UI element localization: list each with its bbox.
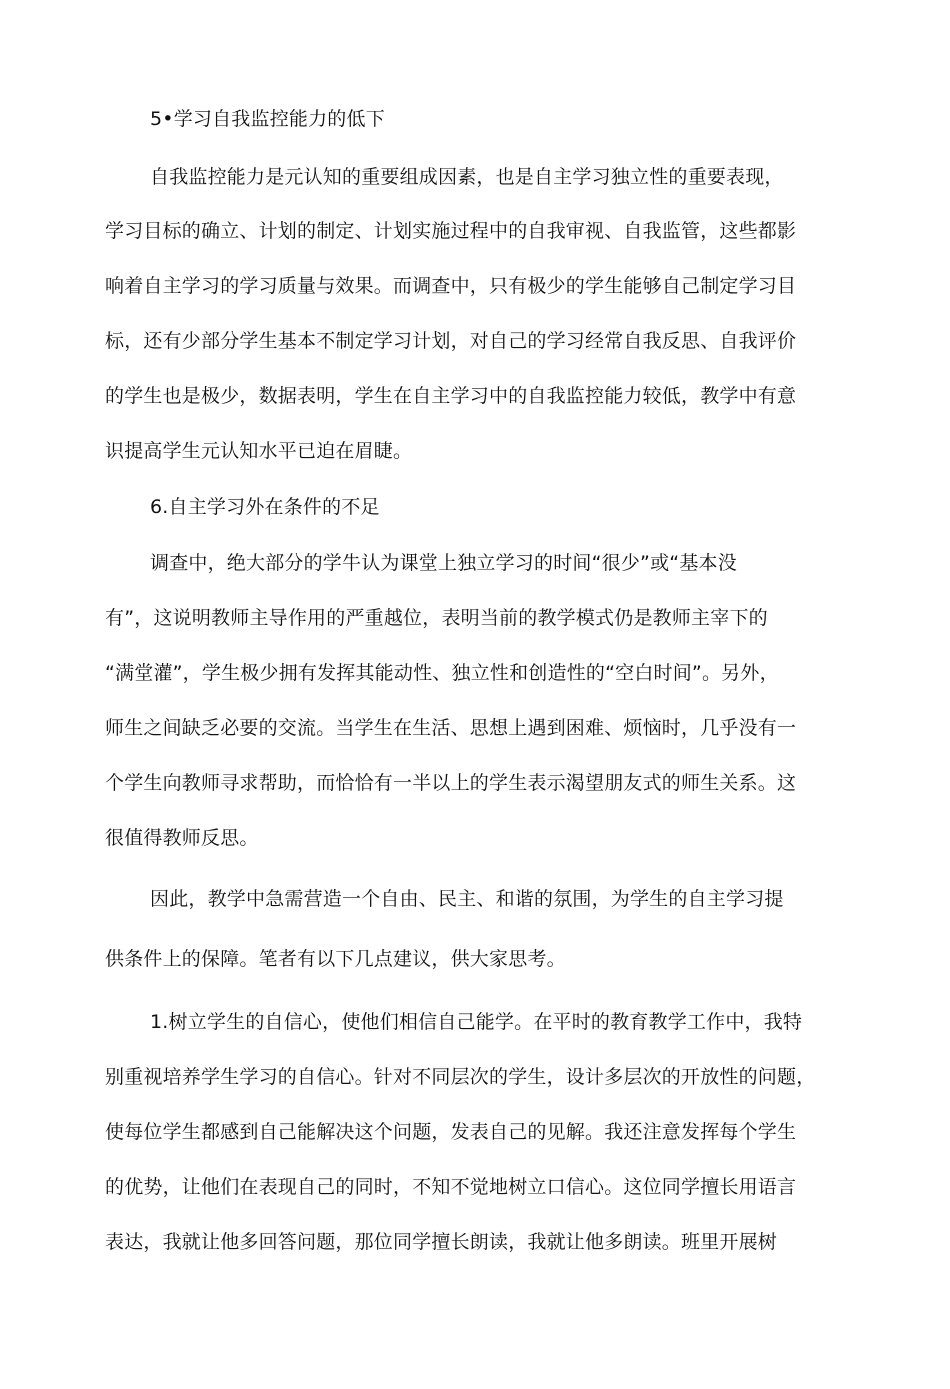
- paragraph-line: 标，还有少部分学生基本不制定学习计划，对自己的学习经常自我反思、自我评价: [105, 330, 797, 352]
- paragraph-line: “满堂灌”，学生极少拥有发挥其能动性、独立性和创造性的“空白时间”。另外，: [105, 662, 779, 684]
- paragraph-line: 供条件上的保障。笔者有以下几点建议，供大家思考。: [105, 948, 566, 970]
- paragraph-line: 有”，这说明教师主导作用的严重越位，表明当前的教学模式仍是教师主宰下的: [105, 607, 768, 629]
- paragraph-line: 很值得教师反思。: [105, 827, 259, 849]
- paragraph-line: 学习目标的确立、计划的制定、计划实施过程中的自我审视、自我监管，这些都影: [105, 220, 797, 242]
- paragraph-line: 的优势，让他们在表现自己的同时，不知不觉地树立口信心。这位同学擅长用语言: [105, 1176, 797, 1198]
- paragraph-line: 表达，我就让他多回答问题，那位同学擅长朗读，我就让他多朗读。班里开展树: [105, 1231, 778, 1253]
- paragraph-line: 的学生也是极少，数据表明，学生在自主学习中的自我监控能力较低，教学中有意: [105, 385, 797, 407]
- paragraph-line: 师生之间缺乏必要的交流。当学生在生活、思想上遇到困难、烦恼时，几乎没有一: [105, 717, 797, 739]
- paragraph-line: 调查中，绝大部分的学牛认为课堂上独立学习的时间“很少”或“基本没: [150, 552, 737, 574]
- section-6-heading: 6.自主学习外在条件的不足: [150, 496, 380, 518]
- paragraph-line: 响着自主学习的学习质量与效果。而调查中，只有极少的学生能够自己制定学习目: [105, 275, 797, 297]
- paragraph-line: 个学生向教师寻求帮助，而恰恰有一半以上的学生表示渴望朋友式的师生关系。这: [105, 772, 797, 794]
- paragraph-line: 使每位学生都感到自己能解决这个问题，发表自己的见解。我还注意发挥每个学生: [105, 1121, 797, 1143]
- section-5-heading: 5•学习自我监控能力的低下: [150, 108, 385, 130]
- paragraph-line: 自我监控能力是元认知的重要组成因素，也是自主学习独立性的重要表现，: [150, 166, 784, 188]
- paragraph-line: 别重视培养学生学习的自信心。针对不同层次的学生，设计多层次的开放性的问题，: [105, 1066, 816, 1088]
- paragraph-line: 因此，教学中急需营造一个自由、民主、和谐的氛围，为学生的自主学习提: [150, 888, 784, 910]
- paragraph-line: 1.树立学生的自信心，使他们相信自己能学。在平时的教育教学工作中，我特: [150, 1011, 803, 1033]
- paragraph-line: 识提高学生元认知水平已迫在眉睫。: [105, 440, 413, 462]
